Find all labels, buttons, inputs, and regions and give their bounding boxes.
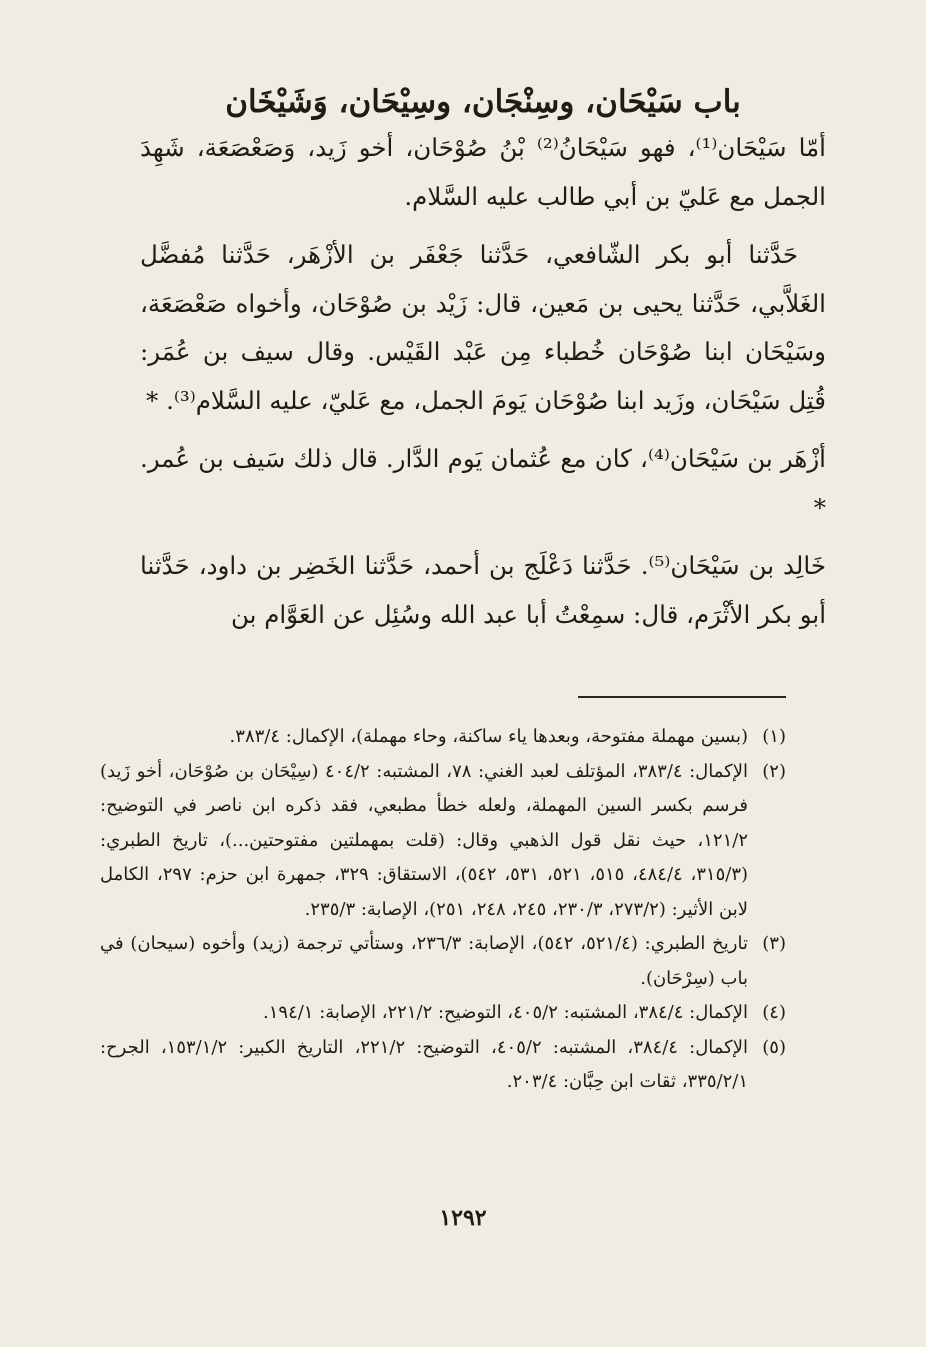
- footnote-number: (١): [762, 726, 786, 747]
- footnote-separator: [578, 696, 786, 698]
- paragraph-sayhan: أمّا سَيْحَان⁽¹⁾، فهو سَيْحَانُ⁽²⁾ بْنُ صُوْحَان، أخو زَيد، وَصَعْصَعَة، شَهِدَ الجمل مع عَليّ بن أبي طالب عليه السَّلام.: [140, 133, 826, 211]
- footnote-3: [100, 927, 786, 996]
- footnote-text: الإكمال: ٣٨٤/٤، المشتبه: ٤٠٥/٢، التوضيح: ٢٢١/٢، التاريخ الكبير: ١٥٣/١/٢، الجرح: ٣٣٥/٢/١، ثقات ابن حِبَّان: ٢٠٣/٤.: [100, 1036, 748, 1092]
- footnote-number: (٢): [762, 760, 786, 782]
- footnote-4: [100, 996, 786, 1031]
- footnote-text: تاريخ الطبري: (٥٢١/٤، ٥٤٢)، الإصابة: ٢٣٦/٣، وستأتي ترجمة (زيد) وأخوه (سيحان) في باب (سِرْحَان).: [100, 933, 748, 989]
- page-number: ١٢٩٢: [439, 1205, 487, 1231]
- main-text: [140, 124, 826, 639]
- footnote-2: [100, 755, 786, 928]
- paragraph-hadith-narration: حَدَّثنا أبو بكر الشّافعي، حَدَّثنا جَعْفَر بن الأزْهَر، حَدَّثنا مُفضَّل الغَلاَّبي، حَدَّثنا يحيى بن مَعين، قال: زَيْد بن صُوْحَان، وأخواه صَعْصَعَة، وسَيْحَان ابنا صُوْحَان خُطباء مِن عَبْد القَيْس. وقال سيف بن عُمَر: قُتِل سَيْحَان، وزَيد ابنا صُوْحَان يَومَ الجمل، مع عَليّ، عليه السَّلام⁽³⁾. *: [140, 240, 826, 415]
- paragraph-khalid: خَالِد بن سَيْحَان⁽⁵⁾. حَدَّثنا دَعْلَج بن أحمد، حَدَّثنا الخَضِر بن داود، حَدَّثنا أبو بكر الأثْرَم، قال: سمِعْتُ أبا عبد الله وسُئِل عن العَوَّام بن: [140, 551, 826, 629]
- chapter-title: باب سَيْحَان، وسِنْجَان، وسِيْحَان، وَشَيْخَان: [225, 84, 741, 120]
- footnote-text: الإكمال: ٣٨٣/٤، المؤتلف لعبد الغني: ٧٨، المشتبه: ٤٠٤/٢ (سِيْحَان بن صُوْحَان، أخو زَيد) فرسم بكسر السين المهملة، ولعله خطأ مطبعي، فقد ذكره ابن ناصر في التوضيح: ١٢١/٢، حيث نقل قول الذهبي وقال: (قلت بمهملتين مفتوحتين...)، تاريخ الطبري: (٣١٥/٣، ٤٨٤/٤، ٥١٥، ٥٢١، ٥٣١، ٥٤٢)، الاستقاق: ٣٢٩، جمهرة ابن حزم: ٢٩٧، الكامل لابن الأثير: (٢٧٣/٢، ٢٣٠/٣، ٢٤٥، ٢٤٨، ٢٥١)، الإصابة: ٢٣٥/٣.: [100, 760, 749, 920]
- footnote-number: (٥): [762, 1036, 786, 1058]
- footnotes: [100, 720, 786, 1100]
- footnote-1: [100, 720, 786, 755]
- footnote-text: (بسين مهملة مفتوحة، وبعدها ياء ساكنة، وحاء مهملة)، الإكمال: ٣٨٣/٤.: [229, 726, 748, 747]
- footnote-text: الإكمال: ٣٨٤/٤، المشتبه: ٤٠٥/٢، التوضيح: ٢٢١/٢، الإصابة: ١٩٤/١.: [263, 1002, 748, 1023]
- paragraph-azhar: أزْهَر بن سَيْحَان⁽⁴⁾، كان مع عُثمان يَوم الدَّار. قال ذلك سَيف بن عُمر. *: [140, 444, 826, 522]
- footnote-5: [100, 1031, 786, 1100]
- footnote-number: (٤): [762, 1002, 786, 1023]
- footnote-number: (٣): [762, 933, 786, 954]
